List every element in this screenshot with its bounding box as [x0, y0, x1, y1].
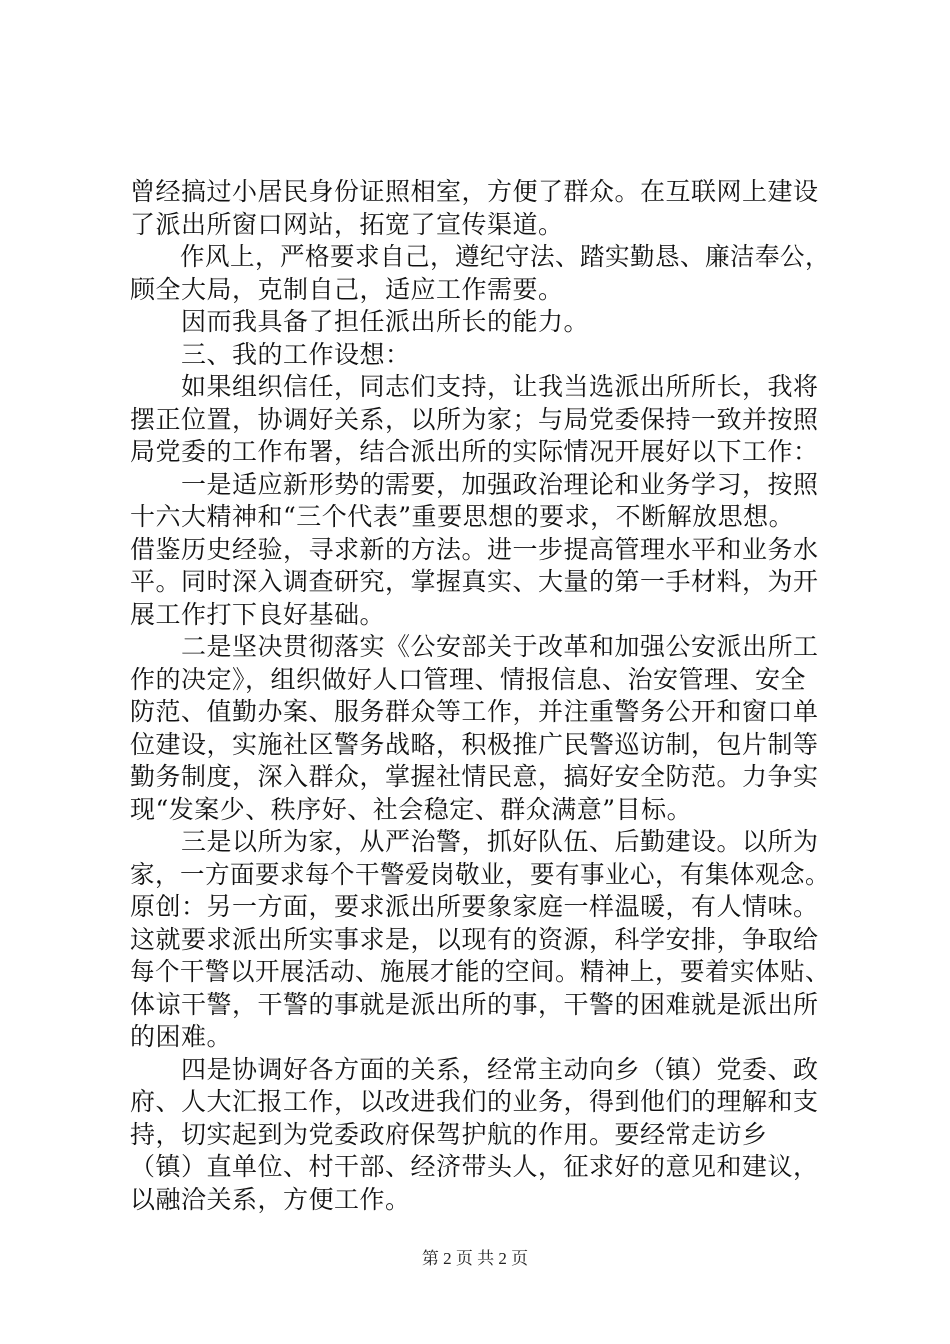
text-line: 曾经搞过小居民身份证照相室，方便了群众。在互联网上建设 [130, 177, 819, 206]
text-line: 二是坚决贯彻落实《公安部关于改革和加强公安派出所工 [130, 632, 819, 661]
text-line: 十六大精神和“三个代表”重要思想的要求，不断解放思想。 [130, 502, 795, 531]
text-line: 这就要求派出所实事求是，以现有的资源，科学安排，争取给 [130, 924, 819, 954]
text-line: 家，一方面要求每个干警爱岗敬业，要有事业心，有集体观念。 [130, 859, 831, 889]
text-line: 府、人大汇报工作，以改进我们的业务，得到他们的理解和支 [130, 1087, 819, 1116]
text-line: 位建设，实施社区警务战略，积极推广民警巡访制，包片制等 [130, 729, 819, 759]
text-line: 局党委的工作布署，结合派出所的实际情况开展好以下工作： [130, 437, 819, 466]
text-line: 每个干警以开展活动、施展才能的空间。精神上，要着实体贴、 [130, 957, 831, 986]
text-line: 作风上，严格要求自己，遵纪守法、踏实勤恳、廉洁奉公， [130, 242, 831, 271]
text-line: 一是适应新形势的需要，加强政治理论和业务学习，按照 [130, 469, 819, 499]
text-line: 摆正位置，协调好关系，以所为家；与局党委保持一致并按照 [130, 404, 819, 434]
text-line: 防范、值勤办案、服务群众等工作，并注重警务公开和窗口单 [130, 697, 819, 726]
text-line: （镇）直单位、村干部、经济带头人，征求好的意见和建议， [130, 1152, 819, 1181]
text-line: 原创：另一方面，要求派出所要象家庭一样温暖，有人情味。 [130, 892, 819, 921]
text-line: 三是以所为家，从严治警，抓好队伍、后勤建设。以所为 [130, 827, 819, 856]
text-line: 展工作打下良好基础。 [130, 599, 386, 629]
text-line: 作的决定》，组织做好人口管理、情报信息、治安管理、安全 [130, 664, 807, 694]
document-body [130, 176, 830, 1216]
page-number-footer: 第 2 页 共 2 页 [421, 1249, 529, 1268]
text-line: 三、我的工作设想： [130, 339, 411, 369]
text-line: 如果组织信任，同志们支持，让我当选派出所所长，我将 [130, 372, 819, 401]
text-line: 借鉴历史经验，寻求新的方法。进一步提高管理水平和业务水 [130, 534, 819, 564]
text-line: 勤务制度，深入群众，掌握社情民意，搞好安全防范。力争实 [130, 762, 819, 791]
text-line: 平。同时深入调查研究，掌握真实、大量的第一手材料，为开 [130, 567, 819, 596]
text-line: 了派出所窗口网站，拓宽了宣传渠道。 [130, 209, 564, 239]
text-line: 四是协调好各方面的关系，经常主动向乡（镇）党委、政 [130, 1054, 819, 1084]
text-line: 现“发案少、秩序好、社会稳定、群众满意”目标。 [130, 794, 693, 824]
text-line: 以融洽关系，方便工作。 [130, 1184, 411, 1214]
text-line: 的困难。 [130, 1022, 233, 1051]
text-line: 顾全大局，克制自己，适应工作需要。 [130, 274, 564, 304]
text-line: 因而我具备了担任派出所长的能力。 [130, 307, 590, 336]
text-line: 持，切实起到为党委政府保驾护航的作用。要经常走访乡 [130, 1119, 768, 1149]
text-line: 体谅干警，干警的事就是派出所的事，干警的困难就是派出所 [130, 989, 819, 1019]
